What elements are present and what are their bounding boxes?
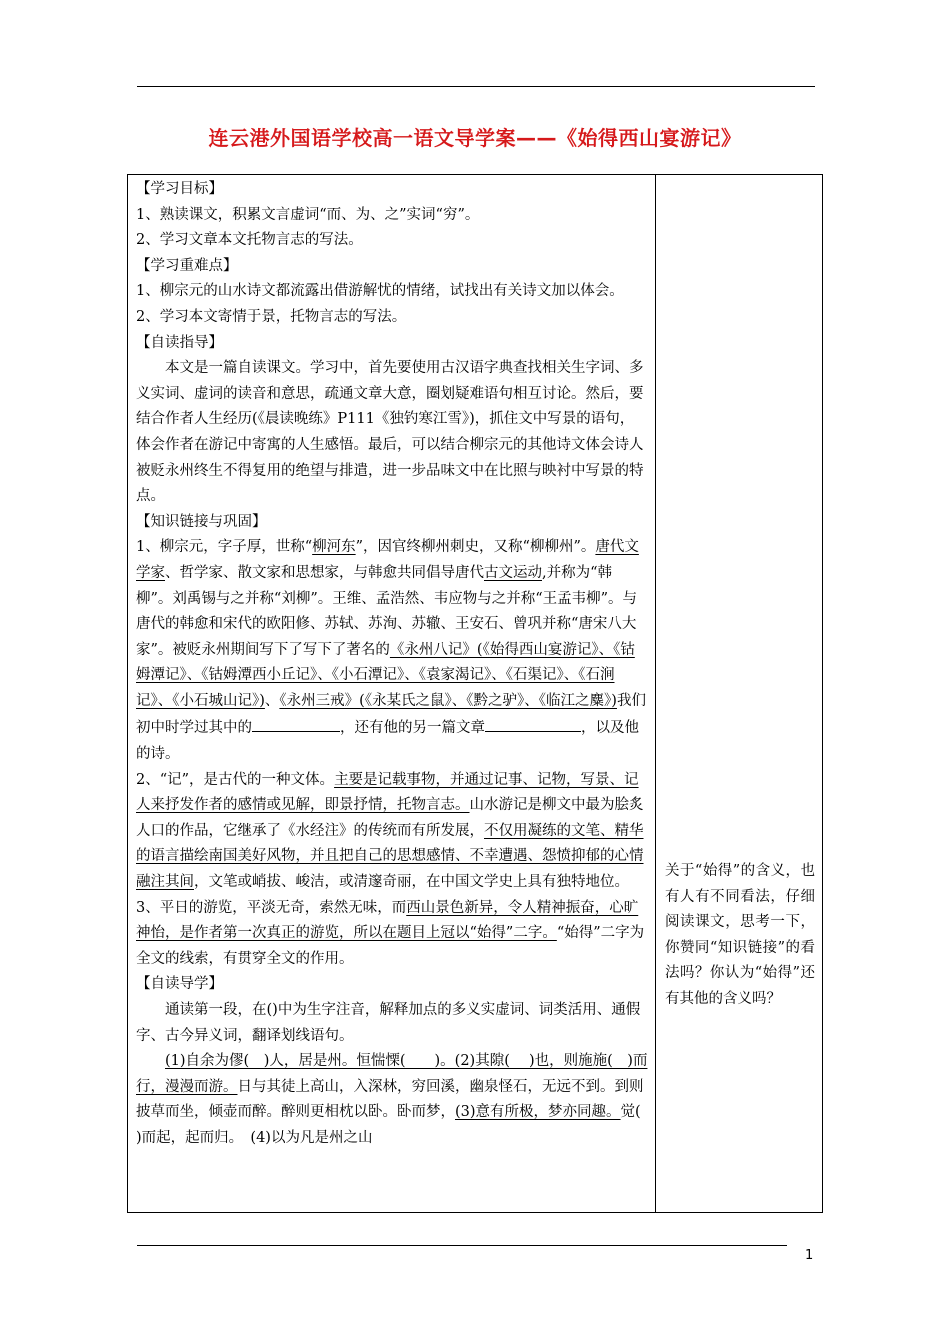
selfstudy-header: 【自读导学】 bbox=[136, 976, 223, 993]
k1-underline-eight-records: 《永州八记》(《始得西山宴游记》、《钴姆潭记》、《钴姆潭西小丘记》、《小石潭记》、《袁家渴记》、《石渠记》、《石涧记》、《小石城山记》) bbox=[136, 641, 635, 709]
top-rule bbox=[137, 86, 815, 87]
k3-text-c: “始得”二字为全文的线索，有贯穿全文的作用。 bbox=[136, 925, 645, 967]
k1-text-k: 我们初中时学过其中的 bbox=[136, 692, 646, 737]
content-table bbox=[127, 174, 823, 1213]
k2-underline-style: 不仅用凝练的文笔、精华的语言描绘南国美好风物，并且把自己的思想感情、不幸遭遇、怨愤抑郁的心情融注其间 bbox=[136, 822, 644, 891]
k1-text-e: 、哲学家、散文家和思想家，与韩愈共同倡导唐代 bbox=[165, 564, 484, 581]
passage-underline-3: (3)意有所极，梦亦同趣。 bbox=[455, 1104, 621, 1121]
page-number: 1 bbox=[805, 1248, 814, 1263]
selfstudy-intro: 通读第一段，在()中为生字注音，解释加点的多义实虚词、词类活用、通假字、古今异义词，翻译划线语句。 bbox=[136, 1002, 641, 1044]
k1-text-l: ，还有他的另一篇文章 bbox=[340, 720, 485, 737]
k3-text-a: 3、平日的游览，平淡无奇，索然无味，而 bbox=[136, 899, 407, 916]
passage-text-d: 觉( )而起，起而归。 (4)以为凡是州之山 bbox=[136, 1104, 660, 1146]
selfstudy-passage bbox=[136, 1049, 660, 1151]
bottom-rule bbox=[137, 1245, 787, 1246]
k1-text-m: ，以及他的诗。 bbox=[136, 720, 639, 763]
knowledge-item-1 bbox=[136, 535, 648, 767]
passage-text-b: 日与其徒上高山，入深林，穷回溪，幽泉怪石，无远不到。到则披草而坐，倾壶而醉。醉则更相枕以卧。卧而梦， bbox=[136, 1078, 644, 1121]
column-divider bbox=[655, 175, 656, 1212]
answer-blank-2[interactable] bbox=[485, 714, 581, 732]
guide-header: 【自读指导】 bbox=[136, 334, 223, 351]
k3-underline-xishan: 西山景色新异，令人精神振奋，心旷神怡，是作者第一次真正的游览，所以在题目上冠以“始得”二字。 bbox=[136, 899, 639, 942]
difficulty-1: 1、柳宗元的山水诗文都流露出借游解忧的情绪，试找出有关诗文加以体会。 bbox=[136, 283, 624, 300]
difficulty-header: 【学习重难点】 bbox=[136, 257, 238, 274]
k1-text-g: ,并称为“韩柳”。刘禹锡与之并称“刘柳”。王维、孟浩然、韦应物与之并称“王孟韦柳”。与唐代的韩愈和宋代的欧阳修、苏轼、苏洵、苏辙、王安石、曾巩并称“唐宋八大家”。被贬永州期间写下了写下了著名的 bbox=[136, 564, 638, 658]
goal-2: 2、学习文章本文托物言志的写法。 bbox=[136, 232, 363, 249]
goal-1: 1、熟读课文，积累文言虚词“而、为、之”实词“穷”。 bbox=[136, 206, 480, 223]
k2-text-c: 山水游记是柳文中最为脍炙人口的作品，它继承了《水经注》的传统而有所发展， bbox=[136, 797, 644, 839]
k1-text-a: 1、柳宗元，字子厚，世称“ bbox=[136, 539, 313, 556]
k1-underline-writer: 唐代文学家 bbox=[136, 539, 639, 581]
knowledge-header: 【知识链接与巩固】 bbox=[136, 513, 267, 530]
k2-underline-definition: 主要是记载事物，并通过记事、记物，写景、记人来抒发作者的感情或见解，即景抒情，托物言志。 bbox=[136, 771, 639, 814]
k1-underline-liuhedong: 柳河东 bbox=[312, 539, 356, 556]
side-note: 关于“始得”的含义，也有人有不同看法，仔细阅读课文，思考一下，你赞同“知识链接”的看法吗？你认为“始得”还有其他的含义吗？ bbox=[665, 863, 815, 1007]
k1-text-c: ”，因官终柳州刺史，又称“柳柳州”。 bbox=[355, 539, 596, 556]
answer-blank-1[interactable] bbox=[252, 714, 340, 732]
passage-underline-1: (1)自余为僇( )人，居是州。恒惴慄( )。(2)其隙( )也，则施施( )而行，漫漫而游。 bbox=[136, 1053, 648, 1095]
difficulty-2: 2、学习本文寄情于景，托物言志的写法。 bbox=[136, 308, 407, 325]
k1-underline-guwen: 古文运动 bbox=[484, 564, 542, 581]
guide-paragraph: 本文是一篇自读课文。学习中，首先要使用古汉语字典查找相关生字词、多义实词、虚词的读音和意思，疏通文章大意，圈划疑难语句相互讨论。然后，要结合作者人生经历(《晨读晚练》P111《独钓寒江雪》)，抓住文中写景的语句，体会作者在游记中寄寓的人生感悟。最后，可以结合柳宗元的其他诗文体会诗人被贬永州终生不得复用的绝望与排遣，进一步品味文中在比照与映衬中写景的特点。 bbox=[136, 360, 644, 505]
knowledge-item-2 bbox=[136, 768, 648, 896]
page-title: 连云港外国语学校高一语文导学案——《始得西山宴游记》 bbox=[208, 126, 742, 150]
k2-text-a: 2、“记”，是古代的一种文体。 bbox=[136, 771, 335, 788]
k2-text-e: ，文笔或峭拔、峻洁，或清邃奇丽，在中国文学史上具有独特地位。 bbox=[194, 874, 629, 891]
k1-text-i: 、 bbox=[264, 692, 280, 709]
main-column bbox=[136, 177, 660, 1152]
knowledge-item-3 bbox=[136, 896, 648, 973]
goals-header: 【学习目标】 bbox=[136, 181, 223, 197]
k1-underline-three-warnings: 《永州三戒》(《永某氏之鼠》、《黔之驴》、《临江之麋》) bbox=[279, 692, 617, 709]
